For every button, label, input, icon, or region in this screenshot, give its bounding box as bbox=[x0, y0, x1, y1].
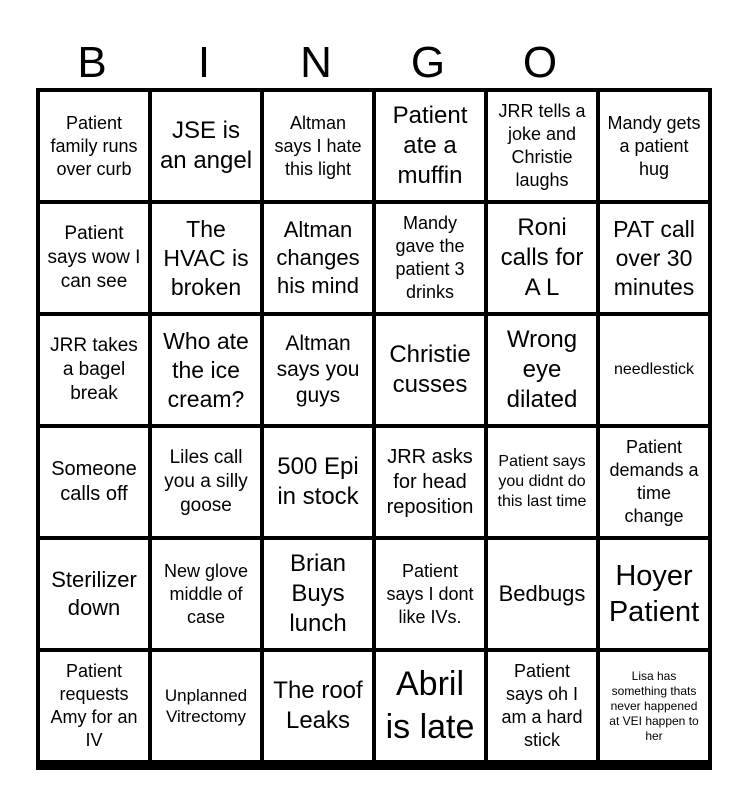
bingo-cell-r4-c1[interactable] bbox=[40, 428, 148, 536]
bingo-cell-r6-c3[interactable] bbox=[264, 652, 372, 760]
bingo-cell-r1-c3[interactable] bbox=[264, 92, 372, 200]
bingo-cell-text: Altman says you guys bbox=[276, 332, 360, 407]
bingo-cell-r4-c2[interactable] bbox=[152, 428, 260, 536]
bingo-cell-text: needlestick bbox=[613, 361, 695, 378]
header-letter-n: N bbox=[300, 38, 332, 87]
bingo-cell-text: JRR tells a joke and Christie laughs bbox=[498, 101, 586, 190]
bingo-cell-text: Mandy gave the patient 3 drinks bbox=[395, 213, 465, 302]
bingo-cell-text: Patient says oh I am a hard stick bbox=[501, 661, 583, 750]
bingo-cell-r3-c4[interactable] bbox=[376, 316, 484, 424]
bingo-cell-text: Patient family runs over curb bbox=[50, 112, 138, 179]
bingo-cell-text: Patient says wow I can see bbox=[47, 223, 141, 292]
bingo-cell-text: Patient ate a muffin bbox=[392, 102, 468, 189]
bingo-cell-text: JRR takes a bagel break bbox=[50, 335, 138, 404]
bingo-cell-text: Patient demands a time change bbox=[609, 437, 699, 526]
bingo-cell-r3-c5[interactable] bbox=[488, 316, 596, 424]
bingo-cell-text: JRR asks for head reposition bbox=[386, 445, 474, 518]
bingo-cell-r4-c5[interactable] bbox=[488, 428, 596, 536]
header-letter-i: I bbox=[197, 38, 211, 87]
bingo-board bbox=[36, 88, 712, 770]
bingo-cell-r5-c5[interactable] bbox=[488, 540, 596, 648]
bingo-cell-text: PAT call over 30 minutes bbox=[613, 215, 695, 300]
bingo-cell-r6-c4[interactable] bbox=[376, 652, 484, 760]
bingo-cell-r1-c5[interactable] bbox=[488, 92, 596, 200]
bingo-cell-text: Hoyer Patient bbox=[608, 560, 700, 628]
bingo-cell-text: Sterilizer down bbox=[51, 567, 137, 620]
bingo-cell-r1-c4[interactable] bbox=[376, 92, 484, 200]
bingo-cell-r3-c3[interactable] bbox=[264, 316, 372, 424]
bingo-cell-r2-c4[interactable] bbox=[376, 204, 484, 312]
bingo-cell-r4-c4[interactable] bbox=[376, 428, 484, 536]
bingo-cell-text: Christie cusses bbox=[389, 341, 471, 398]
bingo-cell-r6-c6[interactable] bbox=[600, 652, 708, 760]
bingo-cell-r6-c5[interactable] bbox=[488, 652, 596, 760]
bingo-cell-text: Altman says I hate this light bbox=[274, 112, 362, 179]
bingo-cell-text: JSE is an angel bbox=[159, 117, 253, 174]
bingo-cell-r1-c1[interactable] bbox=[40, 92, 148, 200]
bingo-cell-r3-c2[interactable] bbox=[152, 316, 260, 424]
bingo-cell-text: Patient says you didnt do this last time bbox=[497, 453, 587, 510]
bingo-cell-r2-c2[interactable] bbox=[152, 204, 260, 312]
bingo-cell-r5-c1[interactable] bbox=[40, 540, 148, 648]
bingo-cell-text: Bedbugs bbox=[498, 581, 586, 606]
bingo-cell-text: Wrong eye dilated bbox=[506, 326, 578, 413]
bingo-cell-r5-c3[interactable] bbox=[264, 540, 372, 648]
bingo-cell-text: The roof Leaks bbox=[273, 677, 363, 734]
bingo-cell-text: Abril is late bbox=[385, 665, 475, 746]
bingo-cell-text: 500 Epi in stock bbox=[277, 453, 359, 510]
bingo-cell-r2-c5[interactable] bbox=[488, 204, 596, 312]
bingo-cell-text: Roni calls for A L bbox=[500, 214, 584, 301]
bingo-cell-text: Patient requests Amy for an IV bbox=[50, 661, 138, 750]
bingo-cell-r4-c3[interactable] bbox=[264, 428, 372, 536]
bingo-cell-r6-c2[interactable] bbox=[152, 652, 260, 760]
bingo-cell-r1-c6[interactable] bbox=[600, 92, 708, 200]
bingo-cell-text: Mandy gets a patient hug bbox=[607, 112, 701, 179]
bingo-cell-text: The HVAC is broken bbox=[163, 215, 249, 300]
bingo-cell-r2-c6[interactable] bbox=[600, 204, 708, 312]
bingo-cell-text: Lisa has something thats never happened at VEI happen to her bbox=[609, 668, 699, 743]
header-letter-b: B bbox=[77, 38, 107, 87]
bingo-cell-text: Patient says I dont like IVs. bbox=[386, 560, 474, 627]
bingo-cell-text: Altman changes his mind bbox=[276, 217, 360, 298]
bingo-cell-r5-c6[interactable] bbox=[600, 540, 708, 648]
bingo-cell-r6-c1[interactable] bbox=[40, 652, 148, 760]
bingo-cell-r5-c2[interactable] bbox=[152, 540, 260, 648]
bingo-cell-text: Someone calls off bbox=[51, 458, 137, 505]
bingo-cell-r2-c1[interactable] bbox=[40, 204, 148, 312]
bingo-cell-text: New glove middle of case bbox=[163, 560, 249, 627]
bingo-header bbox=[36, 38, 708, 88]
header-letter-g: G bbox=[410, 38, 446, 87]
bingo-cell-r3-c1[interactable] bbox=[40, 316, 148, 424]
bingo-cell-text: Liles call you a silly goose bbox=[164, 447, 248, 516]
bingo-cell-text: Who ate the ice cream? bbox=[163, 327, 249, 412]
bingo-cell-text: Unplanned Vitrectomy bbox=[164, 686, 248, 726]
header-letter-o: O bbox=[522, 38, 558, 87]
bingo-cell-r1-c2[interactable] bbox=[152, 92, 260, 200]
bingo-cell-r4-c6[interactable] bbox=[600, 428, 708, 536]
bingo-cell-r5-c4[interactable] bbox=[376, 540, 484, 648]
bingo-cell-text: Brian Buys lunch bbox=[289, 550, 347, 637]
bingo-cell-r2-c3[interactable] bbox=[264, 204, 372, 312]
bingo-cell-r3-c6[interactable] bbox=[600, 316, 708, 424]
